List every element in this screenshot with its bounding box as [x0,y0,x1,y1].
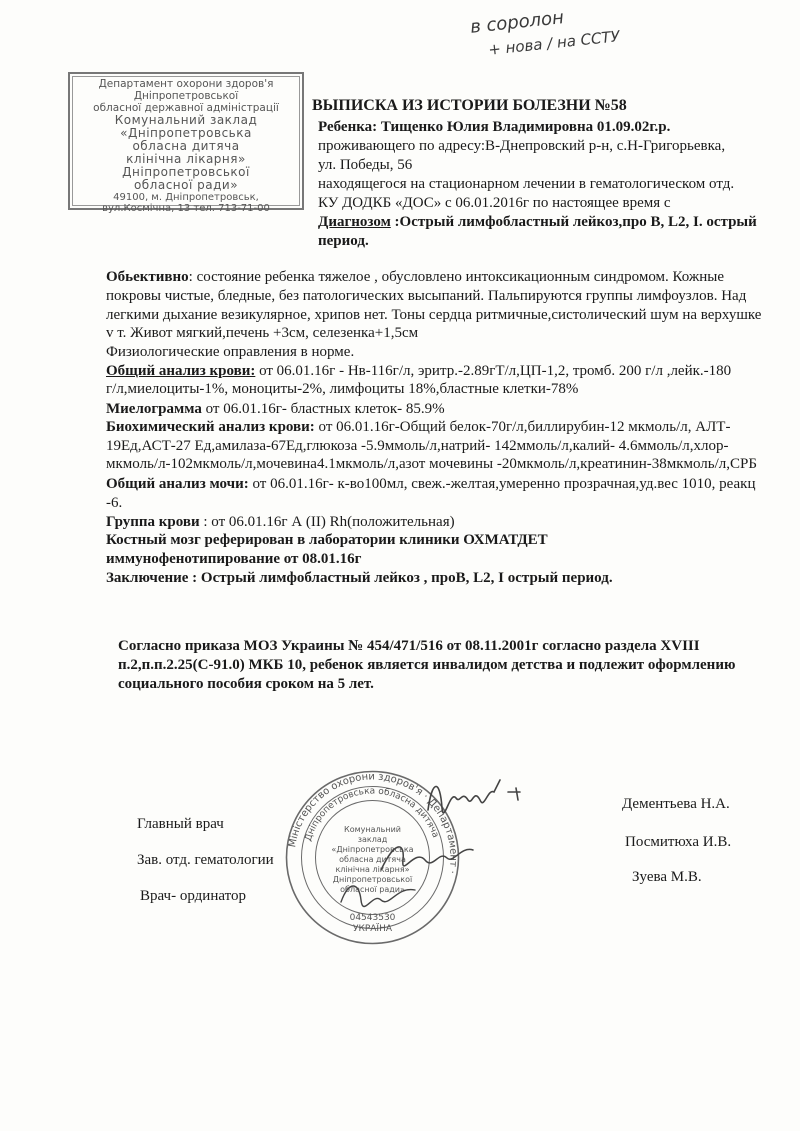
patient-label: Ребенка: [318,119,378,135]
urine-label: Общий анализ мочи: [106,476,249,492]
patient-name-dob: Тищенко Юлия Владимировна 01.09.02г.р. [380,119,671,135]
stamp-line: Комунальний заклад [114,113,258,127]
seal-outer-text: Міністерство охорони здоров'я · Департамент · [287,771,459,875]
seal-center-line: Дніпропетровської [332,875,413,884]
conclusion-text: Острый лимфобластный лейкоз , проВ, L2, I острый период. [197,570,613,586]
patient-treatment1: находящегося на стационарном лечении в гематологическом отд. [318,176,735,192]
objective-line4: v т. Живот мягкий,печень +3см, селезенка+1,5см [106,325,419,341]
blood-group-text: : от 06.01.16г А (II) Rh(положительная) [199,514,455,530]
order-line1: Согласно приказа МОЗ Украины № 454/471/516 от 08.11.2001г согласно раздела XVIII [118,638,700,654]
objective-line2: покровы чистые, бледные, без патологических высыпаний. Пальпируются группы лимфоузлов. Над [106,288,747,304]
stamp-line: 49100, м. Дніпропетровськ, [113,192,259,203]
biochem-text: от 06.01.16г-Общий белок-70г/л,биллирубин-12 мкмоль/л, АЛТ- [314,419,731,435]
myelogram-text: от 06.01.16г- бластных клеток- 85.9% [201,401,445,417]
seal-inner-text: Дніпропетровська обласна дитяча [303,786,441,843]
order-line3: социального пособия сроком на 5 лет. [118,676,374,692]
conclusion-line [106,569,613,587]
resident-doctor-name: Зуева М.В. [632,869,702,885]
biochem-line3: мкмоль/л-102мкмоль/л,мочевина4.1мкмоль/л,азот мочевины -20мкмоль/л,креатинин-38мкмоль/л,СРБ [106,456,757,472]
handwritten-note-line2: + нова / на ССТУ [487,27,621,59]
objective-line3: легкими дыхание везикулярное, хрипов нет. Тоны сердца ритмичные,систолический шум на верхушке [106,307,762,323]
head-of-dept-name: Посмитюха И.В. [625,834,732,850]
seal-center-line: заклад [357,835,388,844]
diagnosis-label: Диагнозом [318,214,391,230]
seal-country: УКРАЇНА [352,924,393,934]
objective-label: Обьективно [106,269,189,285]
stamp-line: клінічна лікарня» [126,152,246,166]
blood-group-label: Группа крови [106,514,200,530]
stamp-line: вул.Космічна, 13 тел. 713-71-00 [102,203,270,214]
stamp-line: Дніпропетровської [133,90,239,102]
blood-test-line2: г/л,миелоциты-1%, моноциты-2%, лимфоциты 18%,бластные клетки-78% [106,381,579,397]
stamp-line: «Дніпропетровська [120,126,252,140]
conclusion-label: Заключение : [106,570,198,586]
objective-line1 [106,268,724,286]
biochem-label: Биохимический анализ крови: [106,419,315,435]
stamp-line: Департамент охорони здоров'я [98,78,274,90]
bone-marrow-line2: иммунофенотипирование от 08.01.16г [106,551,362,567]
blood-test-text: от 06.01.16г - Нв-116г/л, эритр.-2.89гТ/л,ЦП-1,2, тромб. 200 г/л ,лейк.-180 [255,363,732,379]
biochem-line1 [106,418,730,436]
chief-doctor-name: Дементьева Н.А. [622,796,730,812]
patient-address1: проживающего по адресу:В-Днепровский р-н, с.Н-Григорьевка, [318,138,726,154]
stamp-line: обласної ради» [133,178,239,192]
stamp-line: обласна дитяча [132,139,240,153]
urine-line1 [106,475,755,493]
stamp-line: Дніпропетровської [122,165,250,179]
seal-center-line: клінічна лікарня» [335,865,410,874]
document-title: ВЫПИСКА ИЗ ИСТОРИИ БОЛЕЗНИ №58 [312,97,627,114]
biochem-line2: 19Ед,АСТ-27 Ед,амилаза-67Ед,глюкоза -5.9ммоль/л,натрий- 142ммоль/л,калий- 4.6ммоль/л,хлор- [106,438,729,454]
diagnosis-line1 [318,213,757,231]
urine-text: от 06.01.16г- к-во100мл, свеж.-желтая,умеренно прозрачная,уд.вес 1010, реакц [248,476,756,492]
seal-code: 04543530 [349,913,396,923]
resident-doctor-role: Врач- ординатор [140,888,246,904]
blood-test-label: Общий анализ крови: [106,363,256,379]
diagnosis-line2: период. [318,233,369,249]
myelogram-line [106,400,445,418]
blood-test-line1 [106,362,731,380]
stamp-line: обласної державної адміністрації [93,102,279,114]
handwritten-note-line1: в соролон [469,7,565,38]
patient-line [318,118,670,136]
resident-doctor-signature [332,872,425,927]
seal-center-line: «Дніпропетровська [331,845,414,854]
patient-address2: ул. Победы, 56 [318,157,413,173]
header-stamp [68,72,304,214]
seal-center-line: обласна дитяча [339,855,406,864]
order-line2: п.2,п.п.2.25(С-91.0) МКБ 10, ребенок является инвалидом детства и подлежит оформлению [118,657,736,673]
bone-marrow-line1: Костный мозг реферирован в лаборатории клиники ОХМАТДЕТ [106,532,548,548]
patient-treatment2: КУ ДОДКБ «ДОС» с 06.01.2016г по настоящее время с [318,195,671,211]
seal-center-line: обласної ради» [340,885,405,894]
diagnosis-text: :Острый лимфобластный лейкоз,про В, L2, I. острый [390,214,757,230]
chief-doctor-role: Главный врач [137,816,224,832]
myelogram-label: Миелограмма [106,401,202,417]
head-of-dept-role: Зав. отд. гематологии [137,852,274,868]
seal-center-line: Комунальний [344,825,401,834]
urine-line2: -6. [106,495,123,511]
blood-group-line [106,513,455,531]
objective-line5: Физиологические оправления в норме. [106,344,355,360]
objective-text: : состояние ребенка тяжелое , обусловлено интоксикационным синдромом. Кожные [188,269,725,285]
